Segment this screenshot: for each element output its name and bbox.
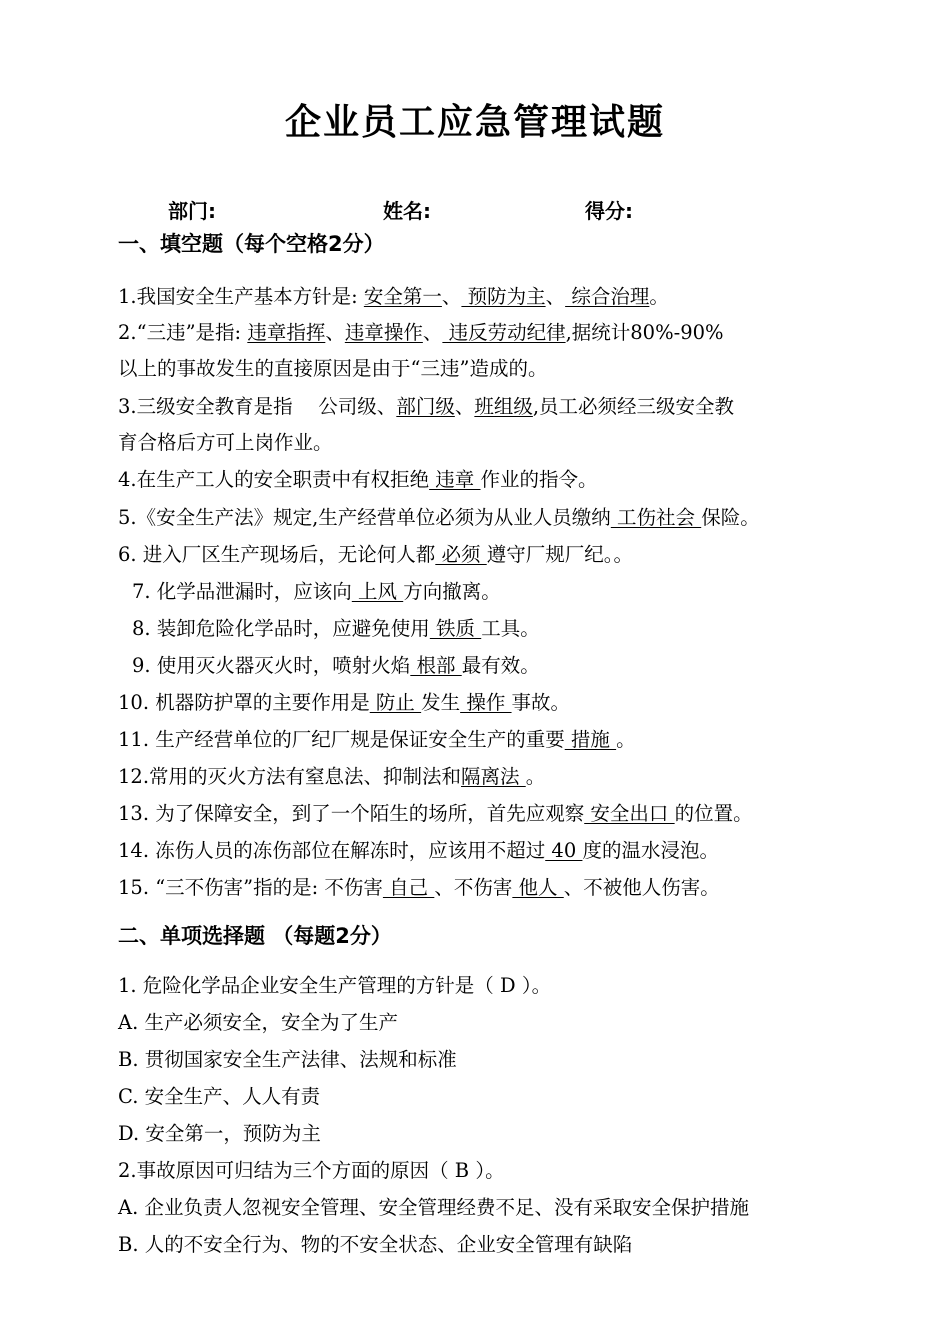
answer-blank: 违反劳动纪律 bbox=[442, 321, 566, 344]
fill-question-12: 12.常用的灭火方法有窒息法、抑制法和隔离法 。 bbox=[118, 765, 546, 788]
answer-blank: 班组级 bbox=[474, 395, 533, 418]
fill-question-15: 15. “三不伤害”指的是: 不伤害 自己 、不伤害 他人 、不被他人伤害。 bbox=[118, 876, 720, 899]
answer-blank: 违章操作 bbox=[344, 321, 423, 344]
choice-question-2: 2.事故原因可归结为三个方面的原因（ B ）。 bbox=[118, 1159, 505, 1182]
answer-blank: 安全第一 bbox=[363, 285, 442, 308]
answer-blank: 工伤社会 bbox=[610, 506, 702, 529]
fill-question-13: 13. 为了保障安全，到了一个陌生的场所，首先应观察 安全出口 的位置。 bbox=[118, 802, 753, 825]
section1-heading: 一、填空题（每个空格2分） bbox=[118, 232, 385, 256]
fill-question-3: 3.三级安全教育是指 公司级、部门级、班组级,员工必须经三级安全教 bbox=[118, 395, 735, 418]
choice-option-a: A. 生产必须安全，安全为了生产 bbox=[118, 1011, 398, 1034]
fill-question-6: 6. 进入厂区生产现场后，无论何人都 必须 遵守厂规厂纪。。 bbox=[118, 543, 633, 566]
choice-option-b: B. 人的不安全行为、物的不安全状态、企业安全管理有缺陷 bbox=[118, 1233, 633, 1256]
answer-blank: 违章 bbox=[429, 468, 481, 491]
department-label: 部门: bbox=[168, 199, 216, 223]
choice-option-d: D. 安全第一，预防为主 bbox=[118, 1122, 321, 1145]
choice-question-1: 1. 危险化学品企业安全生产管理的方针是（ D ）。 bbox=[118, 974, 552, 997]
section2-heading: 二、单项选择题 （每题2分） bbox=[118, 924, 392, 948]
choice-option-a: A. 企业负责人忽视安全管理、安全管理经费不足、没有采取安全保护措施 bbox=[118, 1196, 749, 1219]
fill-question-8: 8. 装卸危险化学品时，应避免使用 铁质 工具。 bbox=[132, 617, 540, 640]
fill-question-2: 2.“三违”是指: 违章指挥、违章操作、 违反劳动纪律,据统计80%-90% bbox=[118, 321, 724, 344]
fill-question-4: 4.在生产工人的安全职责中有权拒绝 违章 作业的指令。 bbox=[118, 468, 598, 491]
answer-blank: 部门级 bbox=[396, 395, 455, 418]
answer-blank: 措施 bbox=[564, 728, 617, 751]
answer-blank: 违章指挥 bbox=[247, 321, 326, 344]
score-label: 得分: bbox=[585, 199, 633, 223]
header-fields bbox=[0, 195, 950, 225]
answer-blank: 必须 bbox=[435, 543, 487, 566]
answer-blank: 防止 bbox=[369, 691, 422, 714]
name-label: 姓名: bbox=[383, 199, 431, 223]
choice-option-c: C. 安全生产、人人有责 bbox=[118, 1085, 321, 1108]
answer-blank: 自己 bbox=[382, 876, 435, 899]
fill-question-1: 1.我国安全生产基本方针是: 安全第一、 预防为主、 综合治理。 bbox=[118, 285, 669, 308]
choice-option-b: B. 贯彻国家安全生产法律、法规和标准 bbox=[118, 1048, 457, 1071]
answer-blank: 40 bbox=[545, 839, 583, 862]
answer-blank: 综合治理 bbox=[565, 285, 650, 308]
answer-blank: 隔离法 bbox=[461, 765, 526, 788]
answer-blank: 预防为主 bbox=[461, 285, 546, 308]
answer-blank: 根部 bbox=[410, 654, 462, 677]
fill-question-9: 9. 使用灭火器灭火时，喷射火焰 根部 最有效。 bbox=[132, 654, 540, 677]
answer-blank: 操作 bbox=[460, 691, 512, 714]
fill-question-10: 10. 机器防护罩的主要作用是 防止 发生 操作 事故。 bbox=[118, 691, 571, 714]
answer-blank: 上风 bbox=[351, 580, 404, 603]
answer-blank: 他人 bbox=[512, 876, 564, 899]
fill-question-3-cont: 育合格后方可上岗作业。 bbox=[118, 431, 333, 454]
fill-question-5: 5.《安全生产法》规定,生产经营单位必须为从业人员缴纳 工伤社会 保险。 bbox=[118, 506, 760, 529]
fill-question-14: 14. 冻伤人员的冻伤部位在解冻时，应该用不超过 40 度的温水浸泡。 bbox=[118, 839, 719, 862]
fill-question-11: 11. 生产经营单位的厂纪厂规是保证安全生产的重要 措施 。 bbox=[118, 728, 636, 751]
page-title: 企业员工应急管理试题 bbox=[284, 102, 665, 143]
answer-blank: 安全出口 bbox=[584, 802, 675, 825]
fill-question-7: 7. 化学品泄漏时，应该向 上风 方向撤离。 bbox=[132, 580, 501, 603]
answer-blank: 铁质 bbox=[429, 617, 482, 640]
fill-question-2-cont: 以上的事故发生的直接原因是由于“三违”造成的。 bbox=[118, 357, 548, 380]
